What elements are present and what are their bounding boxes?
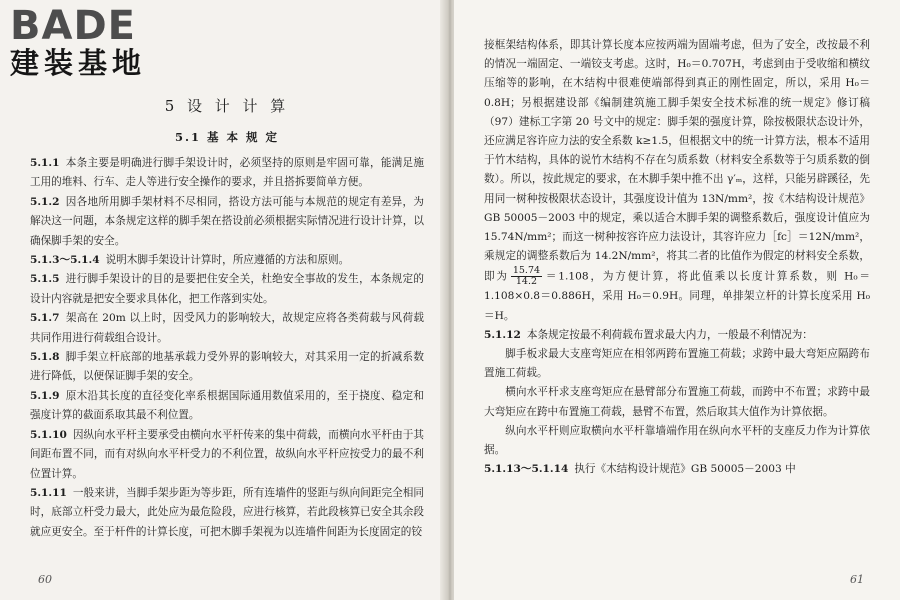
clause-5-1-1 (30, 154, 424, 193)
clause-text: 原木沿其长度的直径变化率系根据国际通用数值采用的，至于挠度、稳定和强度计算的截面系取其最不利位置。 (30, 389, 424, 422)
clause-text: 进行脚手架设计的目的是要把住安全关，杜绝安全事故的发生，本条规定的设计内容就是把安全要求具体化，把工作落到实处。 (30, 273, 424, 305)
clause-5-1-12 (484, 326, 870, 345)
clause-number: 5.1.1 (30, 157, 60, 169)
paragraph-text: 接框架结构体系，即其计算长度本应按两端为固端考虑，但为了安全，改按最不利的情况一端固定、一端铰支考虑。这时，H₀＝0.707H，考虑到由于受收缩和横纹压缩等的影响，在木结构中很难使端部得到真正的刚性固定，所以，采用 H₀＝0.8H；另根据建设部《编制建筑施工脚手架安全技术标准的统一规定》修订稿（97）建标工字第 20 号文中的规定：脚手架的强度计算，除按极限状态设计外，还应满足容许应力法的安全系数 k≥1.5，但根据文中的统一计算方法，根本不适用于竹木结构，具体的说竹木结构不存在匀质系数（材料安全系数等于匀质系数的倒数）。所以，按此规定的要求，在木脚手架中推不出 γ′ₘ，这样，只能另辟蹊径，先用同一树种按极限状态设计，其强度设计值为 13N/mm²，按《木结构设计规范》GB 50005－2003 中的规定，乘以适合木脚手架的调整系数后，强度设计值应为 15.74N/mm²；而这一树种按容许应力法设计，其容许应力［fc］＝12N/mm²，乘规定的调整系数后为 14.2N/mm²，将其二者的比值作为假定的材料安全系数，即为 (484, 39, 870, 283)
clause-text: 一般来讲，当脚手架步距为等步距，所有连墙件的竖距与纵向间距完全相同时，底部立杆受力最大，此处应为最危险段，应进行核算，若此段核算已安全其余段就应更安全。至于杆件的计算长度，可把木脚手架视为以连墙件间距为长度固定的铰 (30, 486, 424, 538)
fraction-numerator: 15.74 (512, 265, 541, 277)
clause-5-1-9 (30, 387, 424, 426)
clause-number: 5.1.5 (30, 273, 60, 286)
logo-chinese-text: 建装基地 (10, 46, 147, 80)
safety-factor-fraction (511, 266, 542, 287)
clause-number: 5.1.7 (30, 312, 60, 325)
right-page (454, 0, 900, 600)
logo-latin-text: BADE (10, 3, 136, 49)
clause-number: 5.1.9 (30, 389, 60, 402)
clause-5-1-3 (30, 251, 424, 270)
chapter-title: 5 设 计 计 算 (164, 97, 290, 115)
clause-text: 因各地所用脚手架材料不尽相同，搭设方法可能与本规范的规定有差异，为解决这一问题，本条规定这样的脚手架在搭设前必须根据实际情况进行设计计算，以确保脚手架的安全。 (30, 195, 424, 247)
clause-number: 5.1.10 (30, 428, 67, 441)
section-title: 5.1 基 本 规 定 (174, 130, 280, 144)
clause-5-1-11 (30, 484, 424, 542)
bade-logo (10, 3, 180, 84)
clause-number: 5.1.13～5.1.14 (484, 463, 569, 476)
continuation-paragraph (484, 36, 870, 326)
clause-5-1-13 (484, 460, 870, 479)
clause-5-1-10 (30, 426, 424, 484)
clause-5-1-5 (30, 270, 424, 309)
clause-number: 5.1.8 (30, 351, 60, 364)
clause-text: 脚手架立杆底部的地基承载力受外界的影响较大，对其采用一定的折减系数进行降低，以便保证脚手架的安全。 (30, 351, 424, 383)
scaffold-board-paragraph: 脚手板求最大支座弯矩应在相邻两跨布置施工荷载；求跨中最大弯矩应隔跨布置施工荷载。 (484, 348, 870, 380)
page-number: 61 (850, 573, 864, 586)
clause-number: 5.1.12 (484, 328, 521, 341)
clause-text: 本条主要是明确进行脚手架设计时，必须坚持的原则是牢固可靠，能满足施工用的堆料、行车、走人等进行安全操作的要求，并且搭拆要简单方便。 (30, 157, 424, 189)
clause-list (30, 154, 424, 542)
clause-5-1-7 (30, 309, 424, 348)
clause-5-1-2 (30, 193, 424, 251)
paragraph-tail-text: ＝1.108，为方便计算，将此值乘以长度计算系数，则 H₀＝1.108×0.8＝0.886H，采用 H₀＝0.9H。同理，单排架立杆的计算长度采用 H₀＝H。 (484, 270, 870, 322)
clause-text: 执行《木结构设计规范》GB 50005－2003 中 (574, 463, 796, 476)
longitudinal-bar-paragraph: 纵向水平杆则应取横向水平杆靠墙端作用在纵向水平杆的支座反力作为计算依据。 (484, 424, 870, 457)
clause-5-1-8 (30, 348, 424, 387)
fraction-denominator: 14.2 (515, 276, 538, 288)
left-page (0, 0, 446, 600)
transverse-bar-paragraph: 横向水平杆求支座弯矩应在悬臂部分布置施工荷载，而跨中不布置；求跨中最大弯矩应在跨中布置施工荷载，悬臂不布置，然后取其大值作为计算依据。 (484, 386, 870, 418)
clause-text: 因纵向水平杆主要承受由横向水平杆传来的集中荷载，而横向水平杆由于其间距布置不同，而有对纵向水平杆受力的不利位置，故纵向水平杆应按受力的最不利位置计算。 (30, 428, 424, 480)
page-number: 60 (38, 573, 52, 586)
clause-number: 5.1.2 (30, 195, 60, 208)
clause-text: 说明木脚手架设计计算时，所应遵循的方法和原则。 (105, 254, 350, 267)
clause-number: 5.1.11 (30, 486, 67, 499)
clause-number: 5.1.3～5.1.4 (30, 254, 100, 267)
clause-text: 架高在 20m 以上时，因受风力的影响较大，故规定应将各类荷载与风荷载共同作用进行荷载组合设计。 (30, 312, 424, 344)
clause-text: 本条规定按最不利荷载布置求最大内力，一般最不利情况为： (526, 328, 813, 341)
